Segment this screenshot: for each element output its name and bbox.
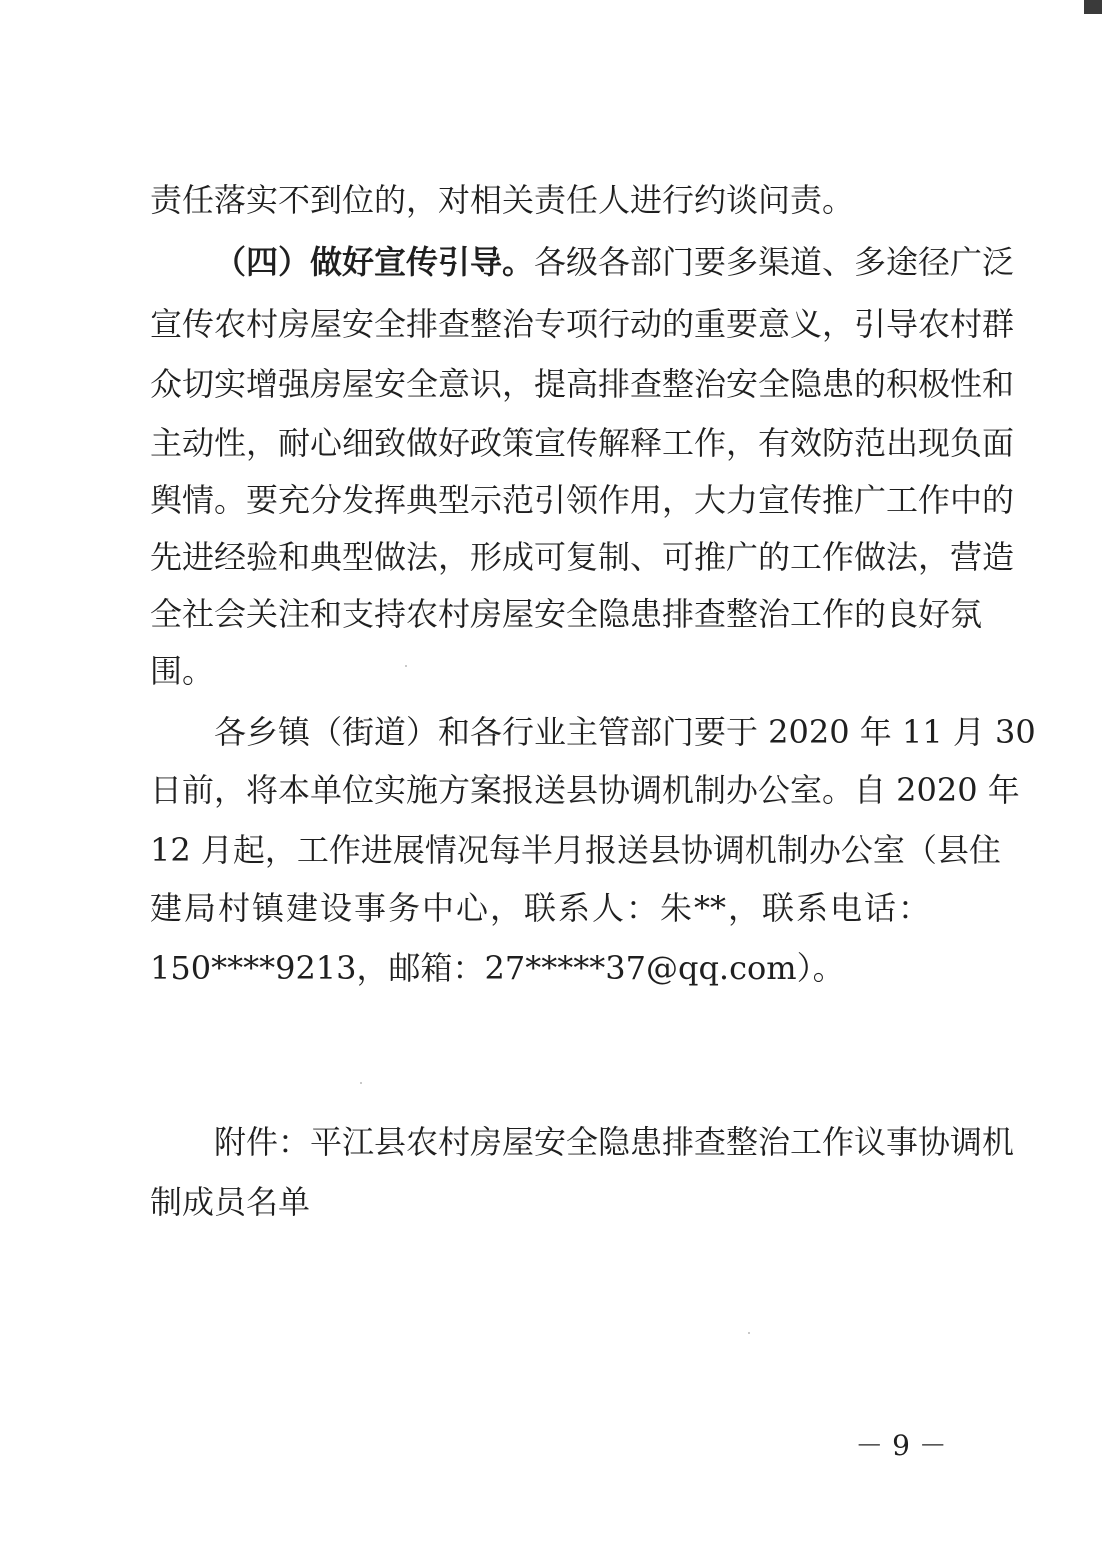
paragraph-line: 全社会关注和支持农村房屋安全隐患排查整治工作的良好氛 <box>150 595 983 633</box>
paragraph-line: 各乡镇（街道）和各行业主管部门要于 2020 年 11 月 30 <box>214 713 1036 751</box>
scan-speck <box>405 665 407 667</box>
paragraph-line: 各级各部门要多渠道、多途径广泛 <box>534 243 1015 281</box>
paragraph-line: 责任落实不到位的，对相关责任人进行约谈问责。 <box>150 181 855 219</box>
paragraph-line: 12 月起，工作进展情况每半月报送县协调机制办公室（县住 <box>150 831 1001 869</box>
paragraph-line: 主动性，耐心细致做好政策宣传解释工作，有效防范出现负面 <box>150 424 1015 462</box>
paragraph-line: 舆情。要充分发挥典型示范引领作用，大力宣传推广工作中的 <box>150 481 1015 519</box>
scan-corner-mark <box>1084 0 1102 14</box>
paragraph-line: 众切实增强房屋安全意识，提高排查整治安全隐患的积极性和 <box>150 365 1015 403</box>
paragraph-line: 宣传农村房屋安全排查整治专项行动的重要意义，引导农村群 <box>150 305 1015 343</box>
page-number: － 9 － <box>855 1429 947 1462</box>
section-heading-line <box>214 234 1015 290</box>
paragraph-line: 150****9213，邮箱：27*****37@qq.com）。 <box>150 949 845 987</box>
paragraph-line: 围。 <box>150 652 215 690</box>
paragraph-line: 先进经验和典型做法，形成可复制、可推广的工作做法，营造 <box>150 538 1015 576</box>
attachment-line: 制成员名单 <box>150 1183 311 1221</box>
attachment-line: 附件：平江县农村房屋安全隐患排查整治工作议事协调机 <box>214 1123 1015 1161</box>
section-heading: （四）做好宣传引导。 <box>214 243 535 281</box>
scan-speck <box>748 1332 750 1334</box>
scan-speck <box>360 1082 362 1084</box>
paragraph-line: 建局村镇建设事务中心，联系人：朱**，联系电话： <box>150 889 930 927</box>
paragraph-line: 日前，将本单位实施方案报送县协调机制办公室。自 2020 年 <box>150 771 1020 809</box>
